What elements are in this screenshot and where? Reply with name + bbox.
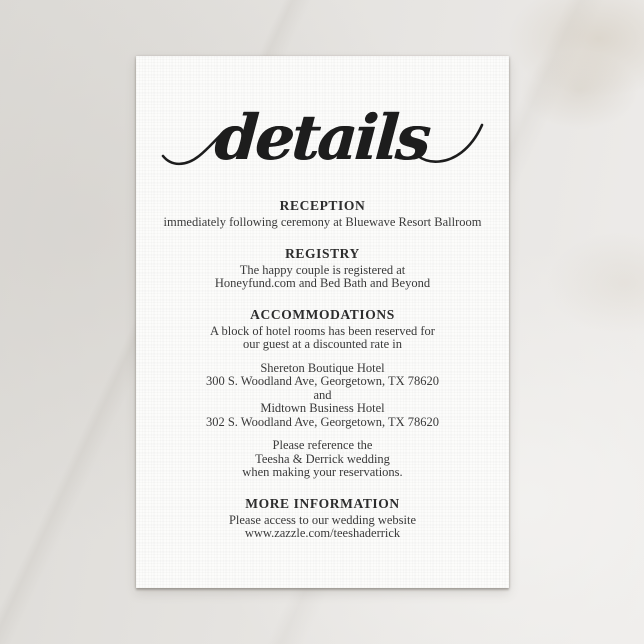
paragraph — [158, 216, 487, 230]
paragraph — [158, 514, 487, 541]
wedding-details-card — [136, 56, 509, 588]
text-line: 302 S. Woodland Ave, Georgetown, TX 78620 — [205, 414, 440, 429]
text-line: immediately following ceremony at Bluewave Resort Ballroom — [163, 215, 482, 229]
text-line: 300 S. Woodland Ave, Georgetown, TX 78620 — [205, 374, 440, 388]
section-accommodations — [158, 307, 487, 480]
text-line: when making your reservations. — [242, 465, 403, 479]
text-line: our guest at a discounted rate in — [243, 337, 402, 351]
text-line: A block of hotel rooms has been reserved for — [210, 323, 435, 338]
card-sections — [158, 198, 487, 541]
section-more-information — [158, 496, 487, 541]
text-line: www.zazzle.com/teeshaderrick — [244, 526, 401, 540]
card-title-script — [158, 90, 487, 186]
text-line: Midtown Business Hotel — [260, 401, 385, 415]
section-heading: REGISTRY — [285, 245, 360, 261]
paragraph — [158, 362, 487, 430]
section-heading: RECEPTION — [279, 198, 366, 213]
text-line: The happy couple is registered at — [239, 262, 406, 277]
paragraph — [158, 325, 487, 352]
text-line: Teesha & Derrick wedding — [255, 451, 390, 466]
paragraph — [158, 264, 487, 291]
text-line: Please reference the — [272, 438, 373, 452]
text-line: and — [313, 387, 332, 402]
paragraph — [158, 439, 487, 480]
text-line: Please access to our wedding website — [228, 512, 417, 527]
card-title: details — [212, 101, 431, 174]
section-heading: MORE INFORMATION — [245, 495, 400, 511]
section-heading: ACCOMMODATIONS — [250, 306, 395, 322]
text-line: Shereton Boutique Hotel — [260, 360, 385, 375]
text-line: Honeyfund.com and Bed Bath and Beyond — [214, 276, 431, 290]
section-registry — [158, 246, 487, 291]
section-reception — [158, 198, 487, 230]
